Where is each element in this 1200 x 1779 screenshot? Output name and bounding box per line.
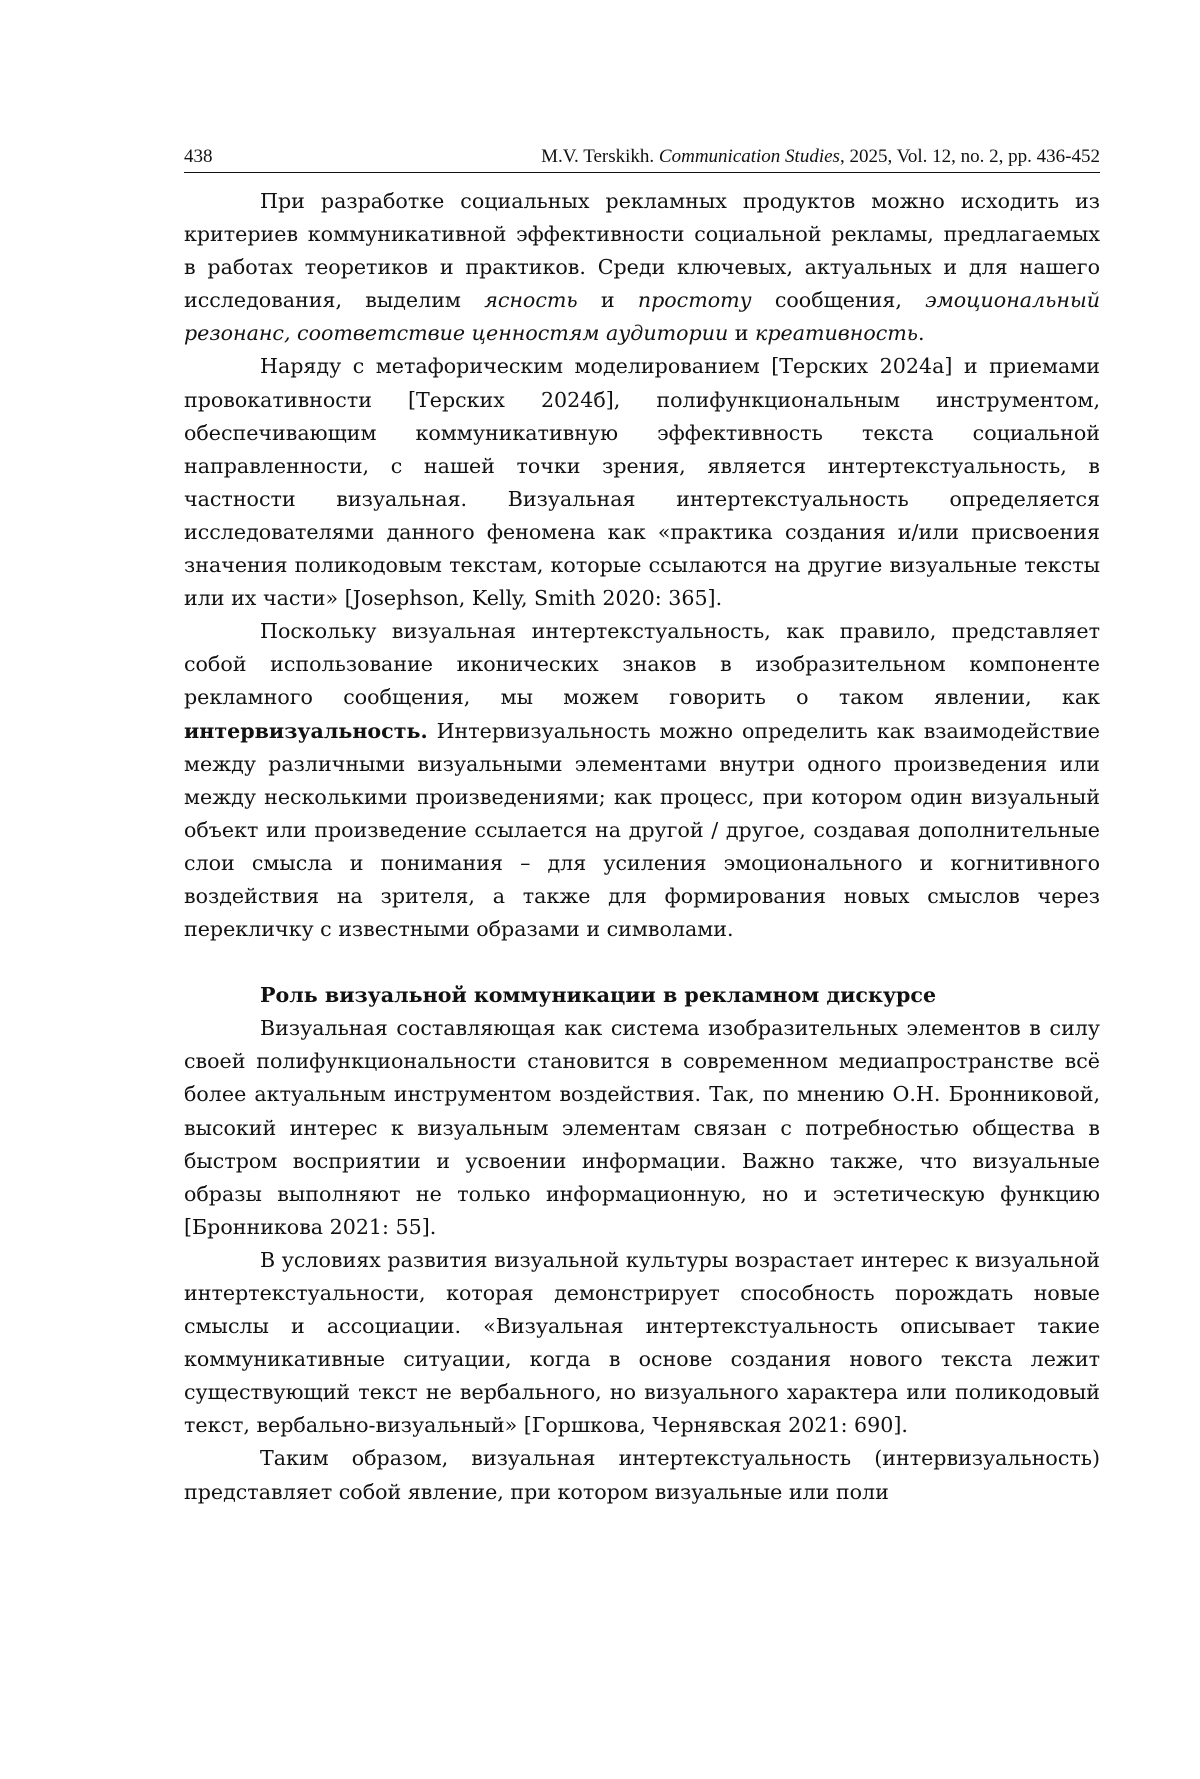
italic-term: ясность bbox=[484, 288, 578, 313]
bold-term: интервизуальность. bbox=[184, 718, 428, 743]
page-number: 438 bbox=[184, 146, 213, 167]
text-run: и bbox=[728, 321, 756, 346]
paragraph bbox=[184, 185, 1100, 350]
journal-page bbox=[184, 146, 1100, 1509]
italic-term: креативность bbox=[755, 321, 919, 346]
paragraph: Таким образом, визуальная интертекстуальность (интервизуальность) представляет собой явление, при котором визуальные или поли bbox=[184, 1446, 1100, 1504]
italic-term: простоту bbox=[637, 288, 752, 313]
journal-title: Communication Studies bbox=[658, 146, 840, 167]
paragraph: Визуальная составляющая как система изобразительных элементов в силу своей полифункциональности становится в современном медиапространстве всё более актуальным инструментом воздействия. Так, по мнению О.Н. Бронниковой, высокий интерес к визуальным элементам связан с потребностью общества в быстром восприятии и усвоении информации. Важно также, что визуальные образы выполняют не только информационную, но и эстетическую функцию [Бронникова 2021: 55]. bbox=[184, 1016, 1100, 1239]
text-run: При разработке социальных рекламных продуктов можно исходить из критериев коммуникативной эффективности социальной рекламы, предлагаемых в работах теоретиков и практиков. Среди ключевых, актуальных и для нашего исследования, выделим bbox=[184, 189, 1100, 313]
text-run: сообщения, bbox=[751, 288, 926, 313]
text-run: Поскольку визуальная интертекстуальность, как правило, представляет собой использование иконических знаков в изобразительном компоненте рекламного сообщения, мы можем говорить о таком явлении, как bbox=[184, 619, 1100, 710]
text-run: Интервизуальность можно определить как взаимодействие между различными визуальными элементами внутри одного произведения или между несколькими произведениями; как процесс, при котором один визуальный объект или произведение ссылается на другой / другое, создавая дополнительные слои смысла и понимания – для усиления эмоционального и когнитивного воздействия на зрителя, а также для формирования новых смыслов через перекличку с известными образами и символами. bbox=[184, 718, 1100, 942]
section-heading: Роль визуальной коммуникации в рекламном дискурсе bbox=[260, 983, 937, 1008]
citation-details: , 2025, Vol. 12, no. 2, pp. 436-452 bbox=[839, 146, 1100, 167]
running-head bbox=[184, 146, 1100, 173]
article-body bbox=[184, 185, 1100, 1509]
text-run: . bbox=[918, 321, 925, 346]
paragraph: В условиях развития визуальной культуры возрастает интерес к визуальной интертекстуальности, которая демонстрирует способность порождать новые смыслы и ассоциации. «Визуальная интертекстуальность описывает такие коммуникативные ситуации, когда в основе создания нового текста лежит существующий текст не вербального, но визуального характера или поликодовый текст, вербально-визуальный» [Горшкова, Чернявская 2021: 690]. bbox=[184, 1247, 1100, 1438]
paragraph bbox=[184, 615, 1100, 946]
paragraph: Наряду с метафорическим моделированием [Терских 2024а] и приемами провокативности [Терских 2024б], полифункциональным инструментом, обеспечивающим коммуникативную эффективность текста социальной направленности, с нашей точки зрения, является интертекстуальность, в частности визуальная. Визуальная интертекстуальность определяется исследователями данного феномена как «практика создания и/или присвоения значения поликодовым текстам, которые ссылаются на другие визуальные тексты или их части» [Josephson, Kelly, Smith 2020: 365]. bbox=[184, 354, 1100, 611]
journal-citation bbox=[541, 146, 1100, 168]
italic-term: эмоциональный резонанс, соответствие ценностям аудитории bbox=[184, 288, 1100, 346]
author-name: M.V. Terskikh. bbox=[541, 146, 655, 167]
text-run: и bbox=[577, 288, 638, 313]
